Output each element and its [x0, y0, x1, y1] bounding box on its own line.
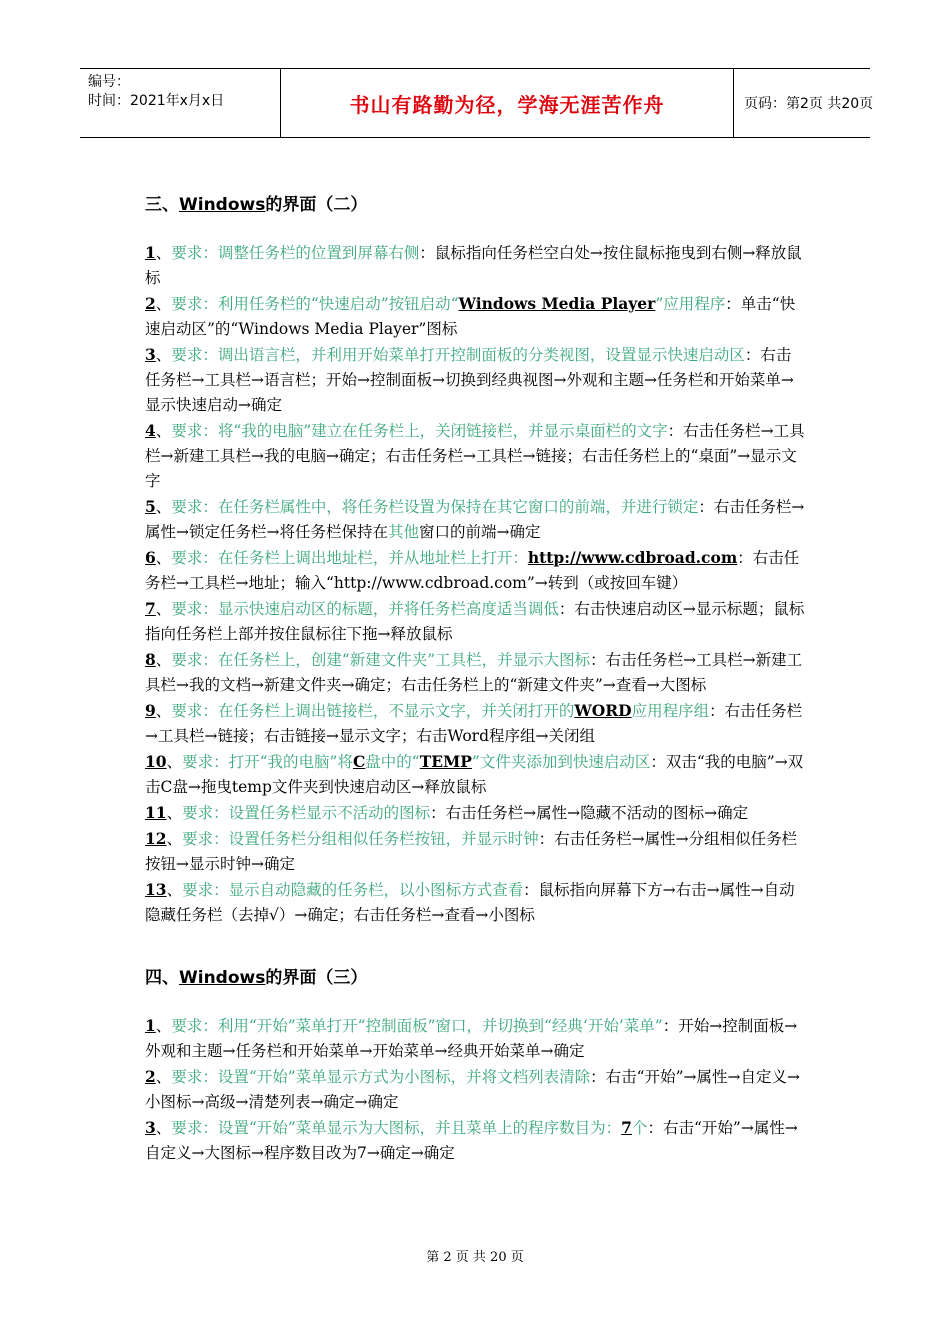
header-page-cell: [734, 69, 874, 137]
list-item: 3、要求：调出语言栏，并利用开始菜单打开控制面板的分类视图，设置显示快速启动区：右击任务栏→工具栏→语言栏；开始→控制面板→切换到经典视图→外观和主题→任务栏和开始菜单→显示快速启动→确定: [145, 345, 794, 414]
header-motto: 书山有路勤为径，学海无涯苦作舟: [349, 92, 665, 117]
list-item: 13、要求：显示自动隐藏的任务栏，以小图标方式查看：鼠标指向屏幕下方→右击→属性→自动隐藏任务栏（去掉√）→确定；右击任务栏→查看→小图标: [145, 880, 795, 924]
list-item: 11、要求：设置任务栏显示不活动的图标：右击任务栏→属性→隐藏不活动的图标→确定: [145, 803, 749, 822]
list-item: 4、要求：将“我的电脑”建立在任务栏上，关闭链接栏，并显示桌面栏的文字：右击任务栏→工具栏→新建工具栏→我的电脑→确定；右击任务栏→工具栏→链接；右击任务栏上的“桌面”→显示文字: [145, 421, 805, 490]
list-item: 9、要求：在任务栏上调出链接栏，不显示文字，并关闭打开的WORD应用程序组：右击任务栏→工具栏→链接；右击链接→显示文字；右击Word程序组→关闭组: [145, 701, 803, 745]
section-4-items: [145, 1013, 805, 1166]
list-item: 3、要求：设置“开始”菜单显示为大图标，并且菜单上的程序数目为：7个：右击“开始”→属性→自定义→大图标→程序数目改为7→确定→确定: [145, 1118, 798, 1162]
document-number-label: 编号：: [88, 74, 130, 90]
header-left-cell: [80, 69, 280, 137]
section-title-3: 三、Windows的界面（二）: [145, 195, 368, 215]
list-item: 5、要求：在任务栏属性中，将任务栏设置为保持在其它窗口的前端，并进行锁定：右击任务栏→属性→锁定任务栏→将任务栏保持在其他窗口的前端→确定: [145, 497, 805, 541]
list-item: 7、要求：显示快速启动区的标题，并将任务栏高度适当调低：右击快速启动区→显示标题；鼠标指向任务栏上部并按住鼠标往下拖→释放鼠标: [145, 599, 805, 643]
page-footer: 第 2 页 共 20 页: [426, 1250, 524, 1265]
section-title-4: 四、Windows的界面（三）: [145, 968, 368, 988]
list-item: 2、要求：设置“开始”菜单显示方式为小图标，并将文档列表清除：右击“开始”→属性→自定义→小图标→高级→清楚列表→确定→确定: [145, 1067, 800, 1111]
list-item: 1、要求：调整任务栏的位置到屏幕右侧：鼠标指向任务栏空白处→按住鼠标拖曳到右侧→释放鼠标: [145, 243, 802, 287]
list-item: 10、要求：打开“我的电脑”将C盘中的“TEMP”文件夹添加到快速启动区：双击“我的电脑”→双击C盘→拖曳temp文件夹到快速启动区→释放鼠标: [145, 752, 804, 796]
list-item: 1、要求：利用“开始”菜单打开“控制面板”窗口，并切换到“经典‘开始’菜单”：开始→控制面板→外观和主题→任务栏和开始菜单→开始菜单→经典开始菜单→确定: [145, 1016, 798, 1060]
list-item: 12、要求：设置任务栏分组相似任务栏按钮，并显示时钟：右击任务栏→属性→分组相似任务栏按钮→显示时钟→确定: [145, 829, 798, 873]
url-link: http://www.cdbroad.com: [527, 548, 738, 567]
document-date-label: 时间：2021年x月x日: [88, 93, 225, 109]
list-item: 8、要求：在任务栏上，创建“新建文件夹”工具栏，并显示大图标：右击任务栏→工具栏→新建工具栏→我的文档→新建文件夹→确定；右击任务栏上的“新建文件夹”→查看→大图标: [145, 650, 803, 694]
header-page-number: 页码：第2页 共20页: [744, 96, 874, 112]
header-motto-cell: [280, 69, 734, 137]
page-header: [80, 68, 874, 138]
list-item: 6、要求：在任务栏上调出地址栏，并从地址栏上打开：http://www.cdbroad.com：右击任务栏→工具栏→地址；输入“http://www.cdbroad.com”→转到（或按回车键）: [145, 548, 800, 592]
document-body: [145, 190, 805, 1166]
section-3-items: [145, 240, 805, 928]
list-item: 2、要求：利用任务栏的“快速启动”按钮启动“Windows Media Player”应用程序：单击“快速启动区”的“Windows Media Player”图标: [145, 294, 796, 338]
